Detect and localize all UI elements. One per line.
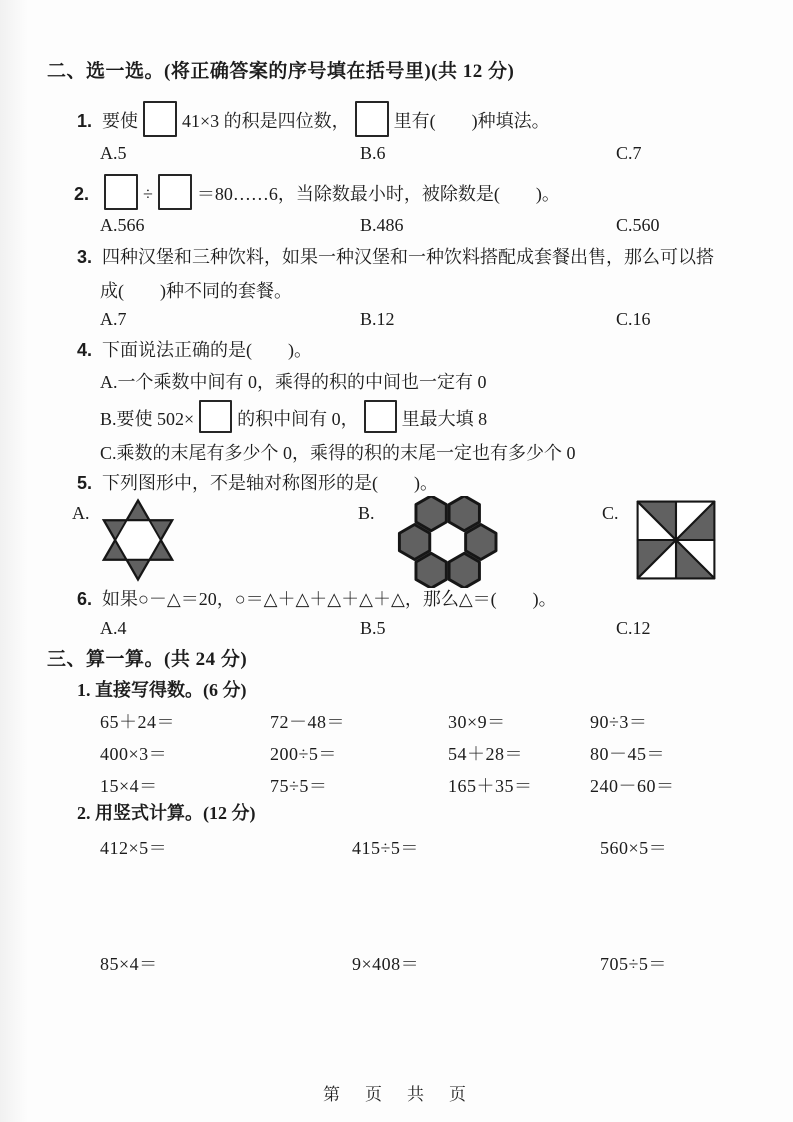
question-2-options xyxy=(100,215,783,236)
mental-math-row xyxy=(100,772,783,798)
question-4-option-b xyxy=(100,400,487,433)
question-6-options xyxy=(100,618,783,639)
math-expression: 200÷5＝ xyxy=(270,744,337,764)
hexagon-ring-figure xyxy=(387,496,513,588)
question-3-options xyxy=(100,309,783,330)
figure-a-label: A. xyxy=(72,503,90,523)
question-4-stem: 下面说法正确的是( )。 xyxy=(102,340,313,360)
section-calc-title: 三、算一算。(共 24 分) xyxy=(47,649,248,670)
answer-box xyxy=(158,174,192,210)
question-5 xyxy=(77,472,438,495)
question-1-seg1: 要使 xyxy=(102,111,139,131)
division-sign: ÷ xyxy=(143,184,153,204)
subsection-1-title: 1. 直接写得数。(6 分) xyxy=(77,680,247,700)
footer-page-label: 第 页 共 页 xyxy=(323,1085,470,1104)
question-2 xyxy=(74,174,560,210)
math-expression: 65＋24＝ xyxy=(100,712,175,732)
question-3-line2 xyxy=(100,280,292,303)
figure-b-label: B. xyxy=(358,503,375,523)
answer-box xyxy=(143,101,177,137)
subsection-2-title: 2. 用竖式计算。(12 分) xyxy=(77,803,256,823)
answer-box xyxy=(364,400,397,433)
question-1-seg3: 里有( )种填法。 xyxy=(393,111,550,131)
math-expression: 80－45＝ xyxy=(590,744,665,764)
question-1-number: 1. xyxy=(77,111,93,131)
option-c: C.7 xyxy=(616,143,642,163)
option-b-seg1: B.要使 502× xyxy=(100,409,195,429)
math-expression: 85×4＝ xyxy=(100,954,158,974)
math-expression: 90÷3＝ xyxy=(590,712,648,732)
question-3-text2: 成( )种不同的套餐。 xyxy=(100,281,292,301)
answer-box xyxy=(199,400,232,433)
math-expression: 705÷5＝ xyxy=(600,954,667,974)
math-expression: 400×3＝ xyxy=(100,744,168,764)
math-expression: 72－48＝ xyxy=(270,712,345,732)
question-3-line1 xyxy=(77,246,714,269)
question-5-number: 5. xyxy=(77,473,93,493)
question-1-seg2: 41×3 的积是四位数， xyxy=(182,111,350,131)
option-b: B.6 xyxy=(360,143,386,163)
option-b: B.12 xyxy=(360,309,395,329)
option-a: A.7 xyxy=(100,309,127,329)
mental-math-row xyxy=(100,708,783,734)
math-expression: 15×4＝ xyxy=(100,776,158,796)
scan-edge-shadow xyxy=(0,0,28,1122)
math-expression: 415÷5＝ xyxy=(352,838,419,858)
question-1 xyxy=(77,101,550,137)
question-6 xyxy=(77,588,557,611)
question-6-number: 6. xyxy=(77,589,93,609)
question-3-text1: 四种汉堡和三种饮料，如果一种汉堡和一种饮料搭配成套餐出售，那么可以搭 xyxy=(102,247,715,267)
math-expression: 240－60＝ xyxy=(590,776,675,796)
option-b: B.5 xyxy=(360,618,386,638)
math-expression: 30×9＝ xyxy=(448,712,506,732)
mental-math-row xyxy=(100,740,783,766)
math-expression: 9×408＝ xyxy=(352,954,420,974)
vertical-calc-row xyxy=(100,950,783,976)
section-choice-title: 二、选一选。(将正确答案的序号填在括号里)(共 12 分) xyxy=(47,61,515,82)
math-expression: 560×5＝ xyxy=(600,838,668,858)
option-a: A.566 xyxy=(100,215,145,235)
question-4-option-a xyxy=(100,371,487,394)
option-a: A.4 xyxy=(100,618,127,638)
option-a-text: A.一个乘数中间有 0，乘得的积的中间也一定有 0 xyxy=(100,372,487,392)
six-pointed-star-figure xyxy=(100,497,176,583)
option-c: C.16 xyxy=(616,309,651,329)
math-expression: 54＋28＝ xyxy=(448,744,523,764)
question-4-number: 4. xyxy=(77,340,93,360)
question-2-rest: ＝80……6，当除数最小时，被除数是( )。 xyxy=(196,184,560,204)
answer-box xyxy=(104,174,138,210)
option-a: A.5 xyxy=(100,143,127,163)
figure-c-label: C. xyxy=(602,503,619,523)
question-1-options xyxy=(100,143,783,164)
option-c-text: C.乘数的末尾有多少个 0，乘得的积的末尾一定也有多少个 0 xyxy=(100,443,576,463)
question-2-number: 2. xyxy=(74,184,90,204)
math-expression: 412×5＝ xyxy=(100,838,168,858)
option-c: C.12 xyxy=(616,618,651,638)
question-4-option-c xyxy=(100,442,576,465)
question-4 xyxy=(77,339,312,362)
question-6-stem: 如果○－△＝20，○＝△＋△＋△＋△＋△，那么△＝( )。 xyxy=(102,589,557,609)
option-b-seg2: 的积中间有 0， xyxy=(237,409,359,429)
question-3-number: 3. xyxy=(77,247,93,267)
answer-box xyxy=(355,101,389,137)
math-expression: 75÷5＝ xyxy=(270,776,328,796)
option-c: C.560 xyxy=(616,215,660,235)
vertical-calc-row xyxy=(100,834,783,860)
pinwheel-figure xyxy=(636,500,716,580)
option-b: B.486 xyxy=(360,215,404,235)
math-expression: 165＋35＝ xyxy=(448,776,533,796)
question-5-stem: 下列图形中，不是轴对称图形的是( )。 xyxy=(102,473,439,493)
option-b-seg3: 里最大填 8 xyxy=(401,409,488,429)
